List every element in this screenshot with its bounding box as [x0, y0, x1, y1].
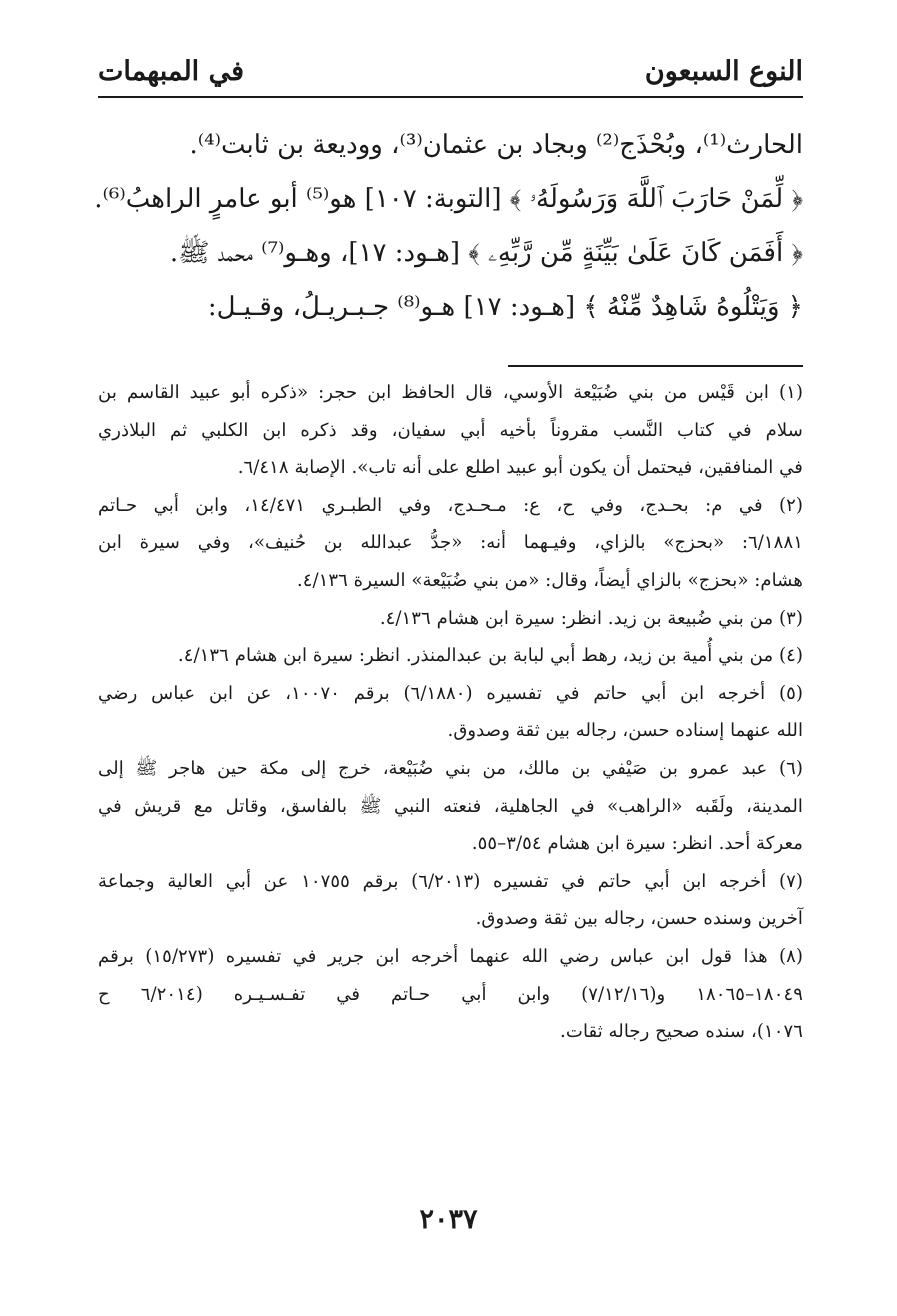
footnote-line: ٦/١٨٨١: «بحزج» بالزاي، وفيـهما أنه: «جدُّ عبدالله بن حُنيف»، وفي سيرة ابن — [98, 532, 803, 554]
footnote-line: (٤) من بني أُمية بن زيد، رهط أبي لبابة بن عبدالمنذر. انظر: سيرة ابن هشام ٤/١٣٦. — [177, 645, 803, 667]
footnote-line: سلام في كتاب النَّسب مقروناً بأخيه أبي سفيان، وقد ذكره ابن الكلبي ثم البلاذري — [98, 419, 803, 441]
header-section-title: في المبهمات — [98, 56, 244, 87]
main-text-line: ﴿ وَيَتْلُوهُ شَاهِدٌ مِّنْهُ ﴾ [هـود: ١٧] هـو⁽⁸⁾ جـبـريـلُ، وقـيـل: — [207, 292, 803, 322]
footnote-line: (٢) في م: بحـدج، وفي ح، ع: مـحـدج، وفي الطبـري ١٤/٤٧١، وابن أبي حـاتم — [98, 494, 804, 516]
main-text — [94, 118, 803, 334]
footnote-line: (٦) عبد عمرو بن صَيْفي بن مالك، من بني ضُبَيْعة، خرج إلى مكة حين هاجر ﷺ إلى — [98, 757, 803, 779]
footnote-line: (١) ابن قَيْس من بني ضُبَيْعة الأوسي، قال الحافظ ابن حجر: «ذكره أبو عبيد القاسم بن — [98, 382, 803, 403]
footnote-line: ١٨٠٤٩–١٨٠٦٥ و(٧/١٢/١٦) وابن أبي حـاتم في تفـسـيـره (٦/٢٠١٤ ح — [98, 983, 803, 1005]
footnote-divider — [508, 365, 803, 367]
footnote-line: المدينة، ولَقَبه «الراهب» في الجاهلية، فنعته النبي ﷺ بالفاسق، وقاتل مع قريش في — [98, 795, 803, 817]
footnote-line: آخرين وسنده حسن، رجاله بين ثقة وصدوق. — [475, 908, 803, 930]
footnote-line: هشام: «بحزج» بالزاي أيضاً، وقال: «من بني ضُبَيْعة» السيرة ٤/١٣٦. — [296, 569, 803, 591]
main-text-line: الحارث⁽¹⁾، وبُحْذَج⁽²⁾ وبجاد بن عثمان⁽³⁾، ووديعة بن ثابت⁽⁴⁾. — [189, 130, 803, 160]
footnote-line: (٣) من بني ضُبيعة بن زيد. انظر: سيرة ابن هشام ٤/١٣٦. — [379, 607, 803, 629]
main-text-line: ﴿ أَفَمَن كَانَ عَلَىٰ بَيِّنَةٍ مِّن رَّبِّهِۦ ﴾ [هـود: ١٧]، وهـو⁽⁷⁾ محمد ﷺ. — [169, 238, 803, 268]
header-divider — [98, 96, 803, 98]
main-text-line: ﴿ لِّمَنْ حَارَبَ ٱللَّهَ وَرَسُولَهُۥ ﴾ [التوبة: ١٠٧] هو⁽⁵⁾ أبو عامرٍ الراهبُ⁽⁶⁾. — [94, 184, 803, 214]
footnote-line: (٨) هذا قول ابن عباس رضي الله عنهما أخرجه ابن جرير في تفسيره (١٥/٢٧٣) برقم — [98, 945, 803, 967]
footnote-line: (٥) أخرجه ابن أبي حاتم في تفسيره (٦/١٨٨٠) برقم ١٠٠٧٠، عن ابن عباس رضي — [98, 682, 804, 704]
footnote-line: الله عنهما إسناده حسن، رجاله بين ثقة وصدوق. — [447, 720, 803, 742]
footnotes — [98, 374, 803, 1051]
page-number: ٢٠٣٧ — [419, 1204, 478, 1235]
running-header — [98, 52, 803, 94]
footnote-line: معركة أحد. انظر: سيرة ابن هشام ٣/٥٤–٥٥. — [471, 833, 803, 855]
footnote-line: ١٠٧٦)، سنده صحيح رجاله ثقات. — [560, 1021, 803, 1043]
footnote-line: في المنافقين، فيحتمل أن يكون أبو عبيد اطلع على أنه تاب». الإصابة ٦/٤١٨. — [237, 457, 803, 479]
footnote-line: (٧) أخرجه ابن أبي حاتم في تفسيره (٦/٢٠١٣) برقم ١٠٧٥٥ عن أبي العالية وجماعة — [98, 870, 804, 892]
header-chapter-title: النوع السبعون — [644, 56, 803, 87]
